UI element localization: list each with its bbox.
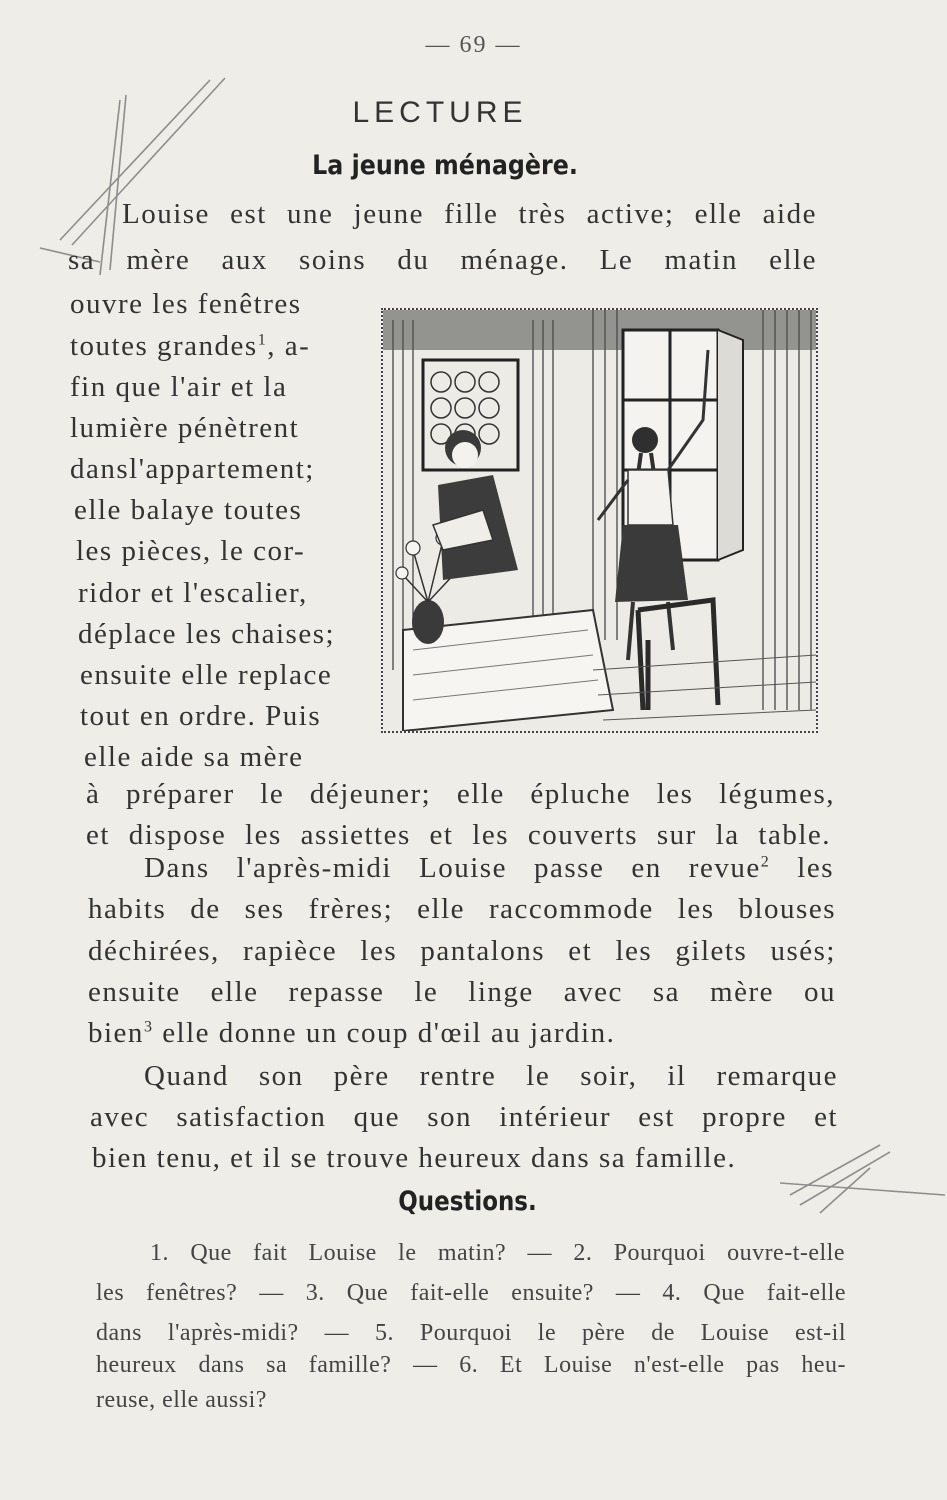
question-line: reuse, elle aussi? [96,1387,267,1413]
text-fragment: toutes grandes [70,330,258,362]
text-fragment: Dans l'après-midi Louise passe en revue [144,852,761,884]
text-line: tout en ordre. Puis [80,700,322,732]
text-fragment: bien [88,1017,144,1049]
text-line [104,848,834,889]
page-number: — 69 — [425,32,522,58]
text-line: déchirées, rapièce les pantalons et les gilets usés; [88,935,836,967]
illustration-frame [381,308,818,733]
text-line: les pièces, le cor- [76,535,306,567]
question-line: dans l'après-midi? — 5. Pourquoi le père de Louise est-il [96,1320,846,1346]
engraving-girl-opening-window-icon [383,310,816,731]
text-line: à préparer le déjeuner; elle épluche les légumes, [86,778,835,810]
footnote-marker: 3 [143,1018,154,1036]
lesson-title: La jeune ménagère. [312,150,578,181]
text-line: ouvre les fenêtres [70,288,302,320]
text-line: Quand son père rentre le soir, il remarque [144,1060,838,1092]
text-line [88,1013,615,1054]
section-heading: LECTURE [352,96,528,129]
text-line: déplace les chaises; [78,618,336,650]
text-line: et dispose les assiettes et les couverts sur la table. [86,819,831,851]
question-line: 1. Que fait Louise le matin? — 2. Pourquoi ouvre-t-elle [150,1240,845,1266]
question-line: heureux dans sa famille? — 6. Et Louise n'est-elle pas heu- [96,1352,846,1378]
text-line: dansl'appartement; [70,453,315,485]
text-line: habits de ses frères; elle raccommode les blouses [88,893,836,925]
text-line: elle balaye toutes [74,494,303,526]
text-fragment: les [770,852,834,884]
text-line: fin que l'air et la [70,371,288,403]
footnote-marker: 2 [760,853,771,871]
text-line: bien tenu, et il se trouve heureux dans sa famille. [92,1142,737,1174]
questions-heading: Questions. [398,1186,537,1217]
text-line [70,326,310,367]
text-line: ensuite elle repasse le linge avec sa mère ou [88,976,836,1008]
text-line: Louise est une jeune fille très active; elle aide [122,198,817,230]
text-line: elle aide sa mère [84,741,304,773]
text-line: ridor et l'escalier, [78,577,308,609]
footnote-marker: 1 [257,331,268,349]
question-line: les fenêtres? — 3. Que fait-elle ensuite? — 4. Que fait-elle [96,1280,846,1306]
text-line: lumière pénètrent [70,412,300,444]
text-line: ensuite elle replace [80,659,333,691]
text-line: avec satisfaction que son intérieur est propre et [90,1101,838,1133]
text-fragment: elle donne un coup d'œil au jardin. [153,1017,616,1049]
text-line: sa mère aux soins du ménage. Le matin elle [68,244,817,276]
text-fragment: , a- [267,330,311,362]
